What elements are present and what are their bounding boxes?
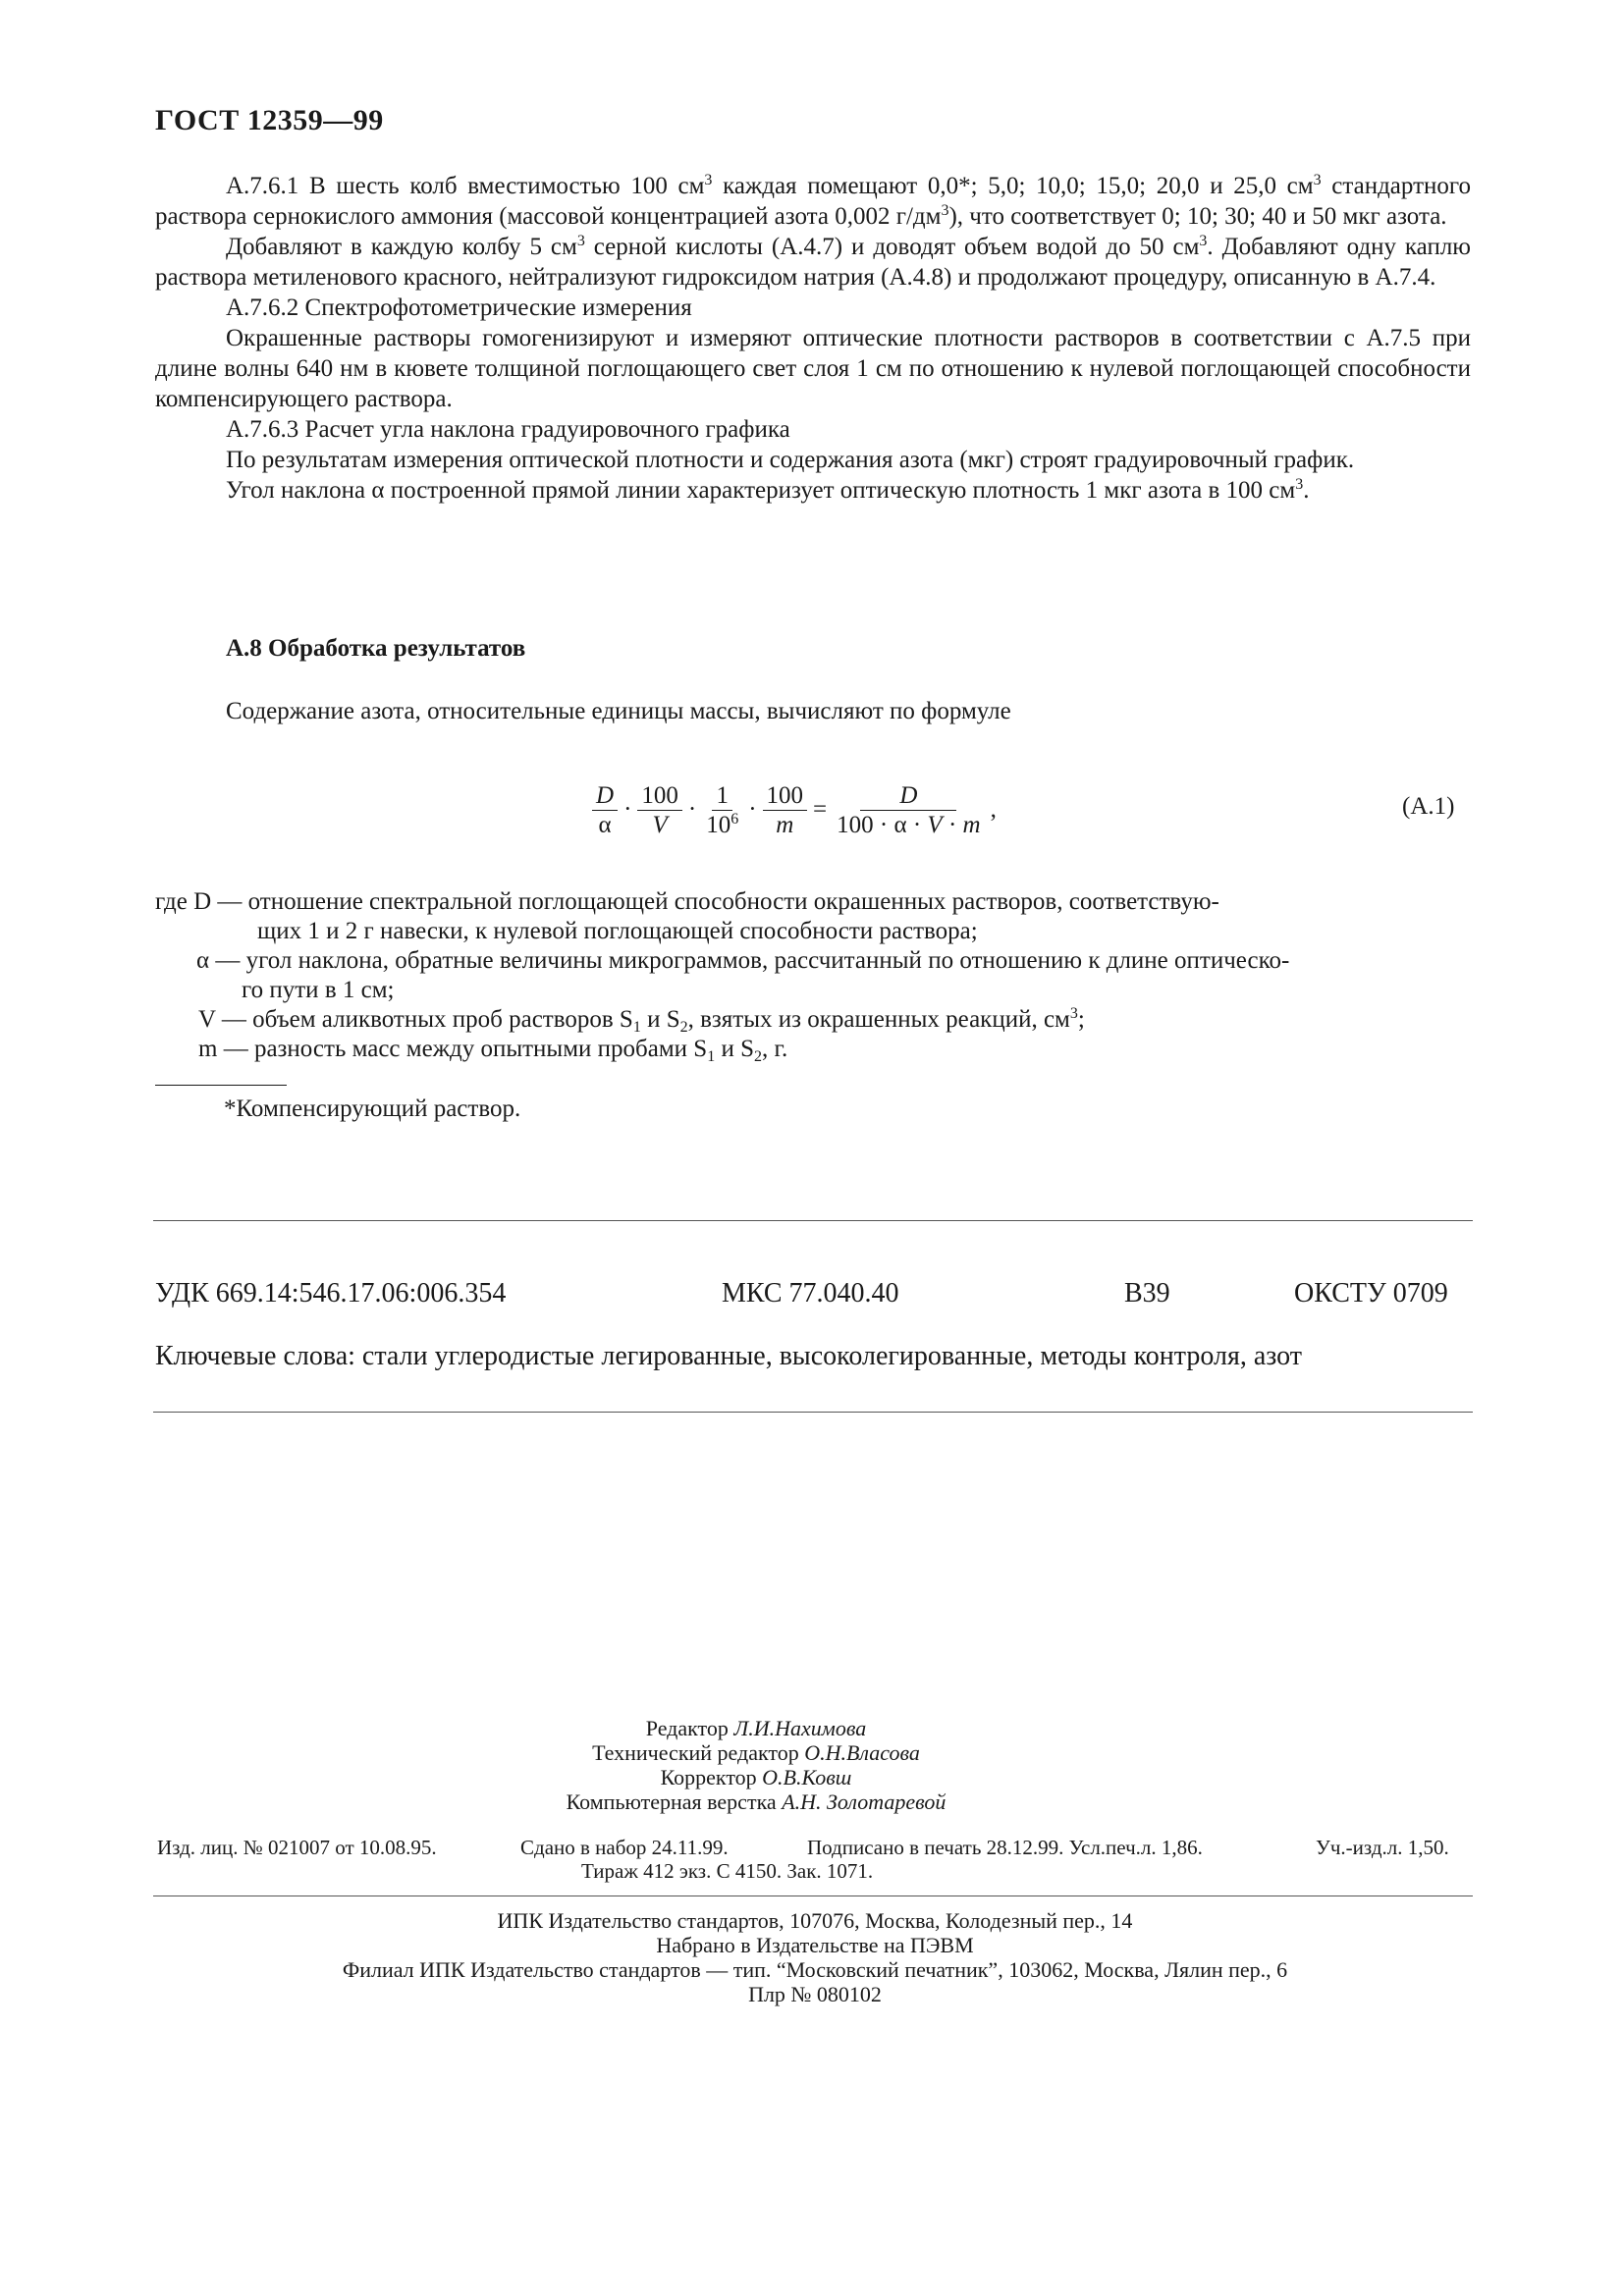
subheading-a763: А.7.6.3 Расчет угла наклона градуировочного графика — [226, 416, 790, 443]
fraction-d-alpha: $\frac{D}{\alpha}$ — [592, 781, 618, 839]
document-header: ГОСТ 12359—99 — [155, 104, 384, 136]
footnote: *Компенсирующий раствор. — [224, 1095, 521, 1122]
definition-alpha-cont: го пути в 1 см; — [242, 977, 395, 1003]
subheading-a762: А.7.6.2 Спектрофотометрические измерения — [226, 294, 692, 321]
fraction-result: $\frac{D}{100 \cdot \alpha \cdot V \cdot m}$ — [837, 781, 981, 838]
definition-v: V — объем аликвотных проб растворов $S_1$ и $S_2$, взятых из окрашенных реакций, $см^3$; — [198, 1005, 1085, 1036]
printer-info — [157, 1908, 1473, 2006]
paragraph-a761: А.7.6.1 В шесть колб вместимостью 100 $см^3$ каждая помещают 0,0*; 5,0; 10,0; 15,0; 20,0 и 25,0 $см^3$ стандартного раствора сернокислого аммония (массовой концентрацией азота 0,002 $г/дм^3$), что соответствует 0; 10; 30; 40 и 50 мкг азота. — [155, 172, 1472, 230]
license: Изд. лиц. № 021007 от 10.08.95. — [157, 1836, 437, 1859]
print-run: Тираж 412 экз. С 4150. Зак. 1071. — [581, 1859, 874, 1883]
group-code: В39 — [1124, 1278, 1170, 1308]
fraction-100-m: $\frac{100}{m}$ — [763, 781, 808, 839]
paragraph-measurements: Окрашенные растворы гомогенизируют и измеряют оптические плотности растворов в соответствии с А.7.5 при длине волны 640 нм в кювете толщиной поглощающего свет слоя 1 см по отношению к нулевой поглощающей способности компенсирующего раствора. — [155, 325, 1471, 412]
printer-line-1: ИПК Издательство стандартов, 107076, Москва, Колодезный пер., 14 — [497, 1908, 1133, 1933]
variable-definitions — [155, 887, 1451, 1064]
sent-to-print: Сдано в набор 24.11.99. — [520, 1836, 729, 1859]
formula-a1: $\frac{D}{\alpha}$ · $\frac{100}{V}$ · $\frac{1}{10^6}$ · $\frac{100}{m}$ = $\frac{D}{100 \cdot \alpha \cdot V \cdot m}$ , — [589, 777, 1000, 842]
credit-tech-editor: Технический редактор О.Н.Власова — [592, 1740, 920, 1765]
fraction-1-10e6: $\frac{1}{10^6}$ — [706, 781, 739, 838]
signed-info: Подписано в печать 28.12.99. Усл.печ.л. 1,86. — [807, 1836, 1203, 1859]
printer-line-2: Набрано в Издательстве на ПЭВМ — [656, 1933, 974, 1957]
credit-editor: Редактор Л.И.Нахимова — [645, 1716, 867, 1740]
uch-izd: Уч.-изд.л. 1,50. — [1316, 1836, 1449, 1859]
paragraph-add-acid: Добавляют в каждую колбу 5 $см^3$ серной кислоты (А.4.7) и доводят объем водой до 50 $см^3$. Добавляют одну каплю раствора метиленового красного, нейтрализуют гидроксидом натрия (А.4.8) и продолжают процедуру, описанную в А.7.4. — [155, 233, 1471, 291]
footnote-divider — [155, 1085, 287, 1086]
udk-code: УДК 669.14:546.17.06:006.354 — [155, 1278, 507, 1308]
definition-alpha: α — угол наклона, обратные величины микрограммов, рассчитанный по отношению к длине оптическо- — [196, 947, 1290, 974]
fraction-100-v: $\frac{100}{V}$ — [637, 781, 682, 839]
paragraph-slope: Угол наклона α построенной прямой линии характеризует оптическую плотность 1 мкг азота в 100 $см^3$. — [226, 476, 1310, 504]
definition-d: где D — отношение спектральной поглощающей способности окрашенных растворов, соответствую- — [155, 888, 1219, 915]
okstu-code: ОКСТУ 0709 — [1294, 1278, 1448, 1308]
body-text — [155, 171, 1471, 506]
printer-line-4: Плр № 080102 — [748, 1982, 882, 2006]
definition-m: m — разность масс между опытными пробами $S_1$ и $S_2$, г. — [198, 1036, 788, 1065]
paragraph-graph: По результатам измерения оптической плотности и содержания азота (мкг) строят градуировочный график. — [226, 447, 1355, 473]
equation-number: (А.1) — [1402, 793, 1455, 820]
mks-code: МКС 77.040.40 — [722, 1278, 899, 1308]
formula-intro: Содержание азота, относительные единицы массы, вычисляют по формуле — [226, 698, 1011, 724]
section-title-a8: А.8 Обработка результатов — [226, 635, 526, 662]
printer-line-3: Филиал ИПК Издательство стандартов — тип. “Московский печатник”, 103062, Москва, Лялин пер., 6 — [342, 1957, 1288, 1982]
divider-top — [153, 1220, 1473, 1221]
credit-layout: Компьютерная верстка А.Н. Золотаревой — [566, 1789, 947, 1814]
keywords: Ключевые слова: стали углеродистые легированные, высоколегированные, методы контроля, азот — [155, 1341, 1303, 1371]
definition-d-cont: щих 1 и 2 г навески, к нулевой поглощающей способности раствора; — [257, 918, 978, 944]
credit-corrector: Корректор О.В.Ковш — [660, 1765, 852, 1789]
credits — [550, 1716, 962, 1814]
divider-keywords — [153, 1412, 1473, 1413]
